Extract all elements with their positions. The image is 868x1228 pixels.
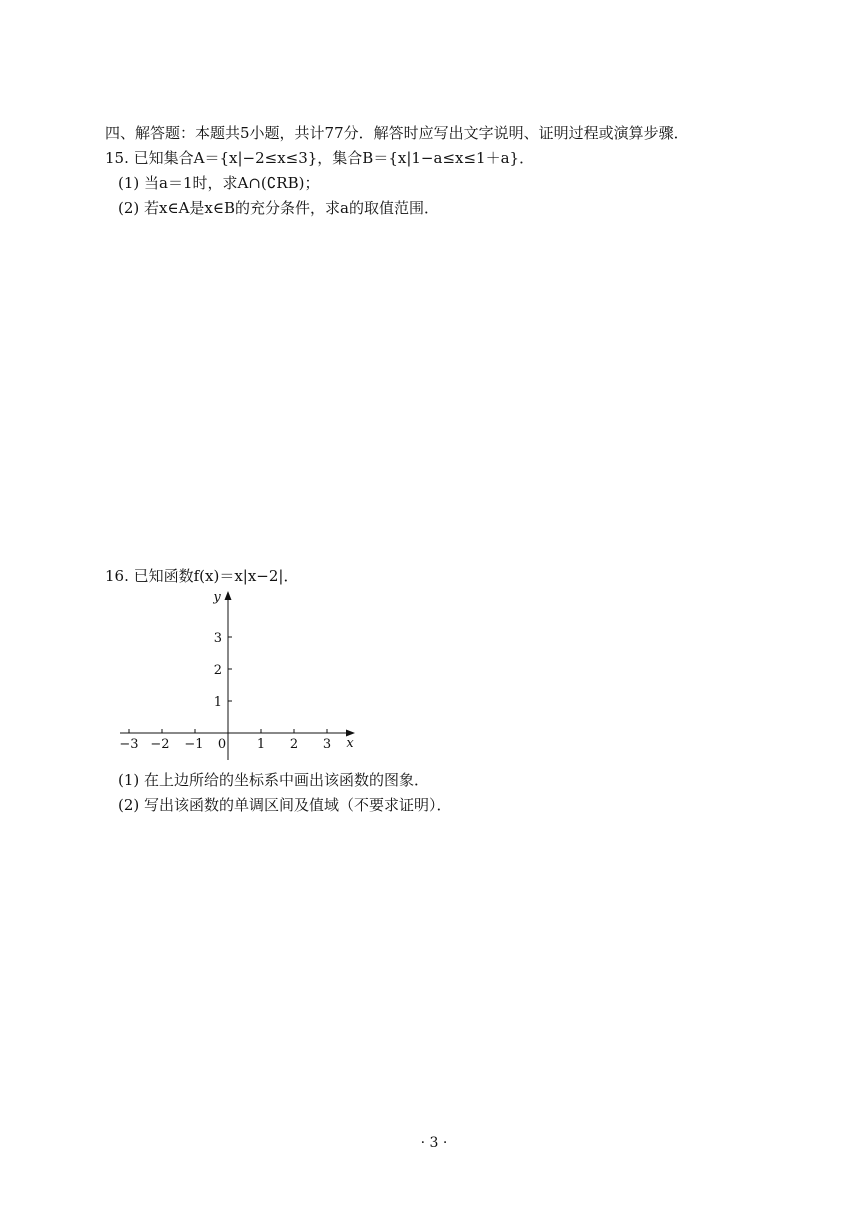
x-tick-label: 3	[322, 737, 332, 752]
y-tick-label: 1	[213, 695, 222, 710]
question-15-part-1: (1) 当a＝1时，求A∩(∁RB)；	[118, 174, 320, 192]
x-tick-label: 1	[256, 737, 266, 752]
y-axis-arrow	[225, 591, 232, 600]
y-axis-label: y	[213, 590, 221, 605]
x-tick-label: 2	[289, 737, 299, 752]
origin-label: 0	[217, 737, 227, 752]
coordinate-axes	[110, 588, 370, 768]
section-title: 四、解答题：本题共5小题，共计77分．解答时应写出文字说明、证明过程或演算步骤．	[105, 124, 689, 142]
page-number: · 3 ·	[420, 1135, 448, 1151]
y-tick-label: 3	[213, 631, 222, 646]
question-16-stem: 16. 已知函数f(x)＝x|x−2|．	[105, 567, 299, 585]
y-tick-label: 2	[213, 663, 222, 678]
question-16-part-1: (1) 在上边所给的坐标系中画出该函数的图象．	[118, 771, 430, 789]
x-axis-label: x	[346, 736, 354, 751]
x-tick-label: −1	[184, 737, 204, 752]
question-16-part-2: (2) 写出该函数的单调区间及值域（不要求证明）．	[118, 796, 452, 814]
question-15-part-2: (2) 若x∈A是x∈B的充分条件，求a的取值范围．	[118, 199, 439, 217]
question-15-stem: 15. 已知集合A＝{x|−2≤x≤3}，集合B＝{x|1−a≤x≤1＋a}．	[105, 149, 535, 167]
x-tick-label: −3	[119, 737, 139, 752]
x-tick-label: −2	[150, 737, 170, 752]
